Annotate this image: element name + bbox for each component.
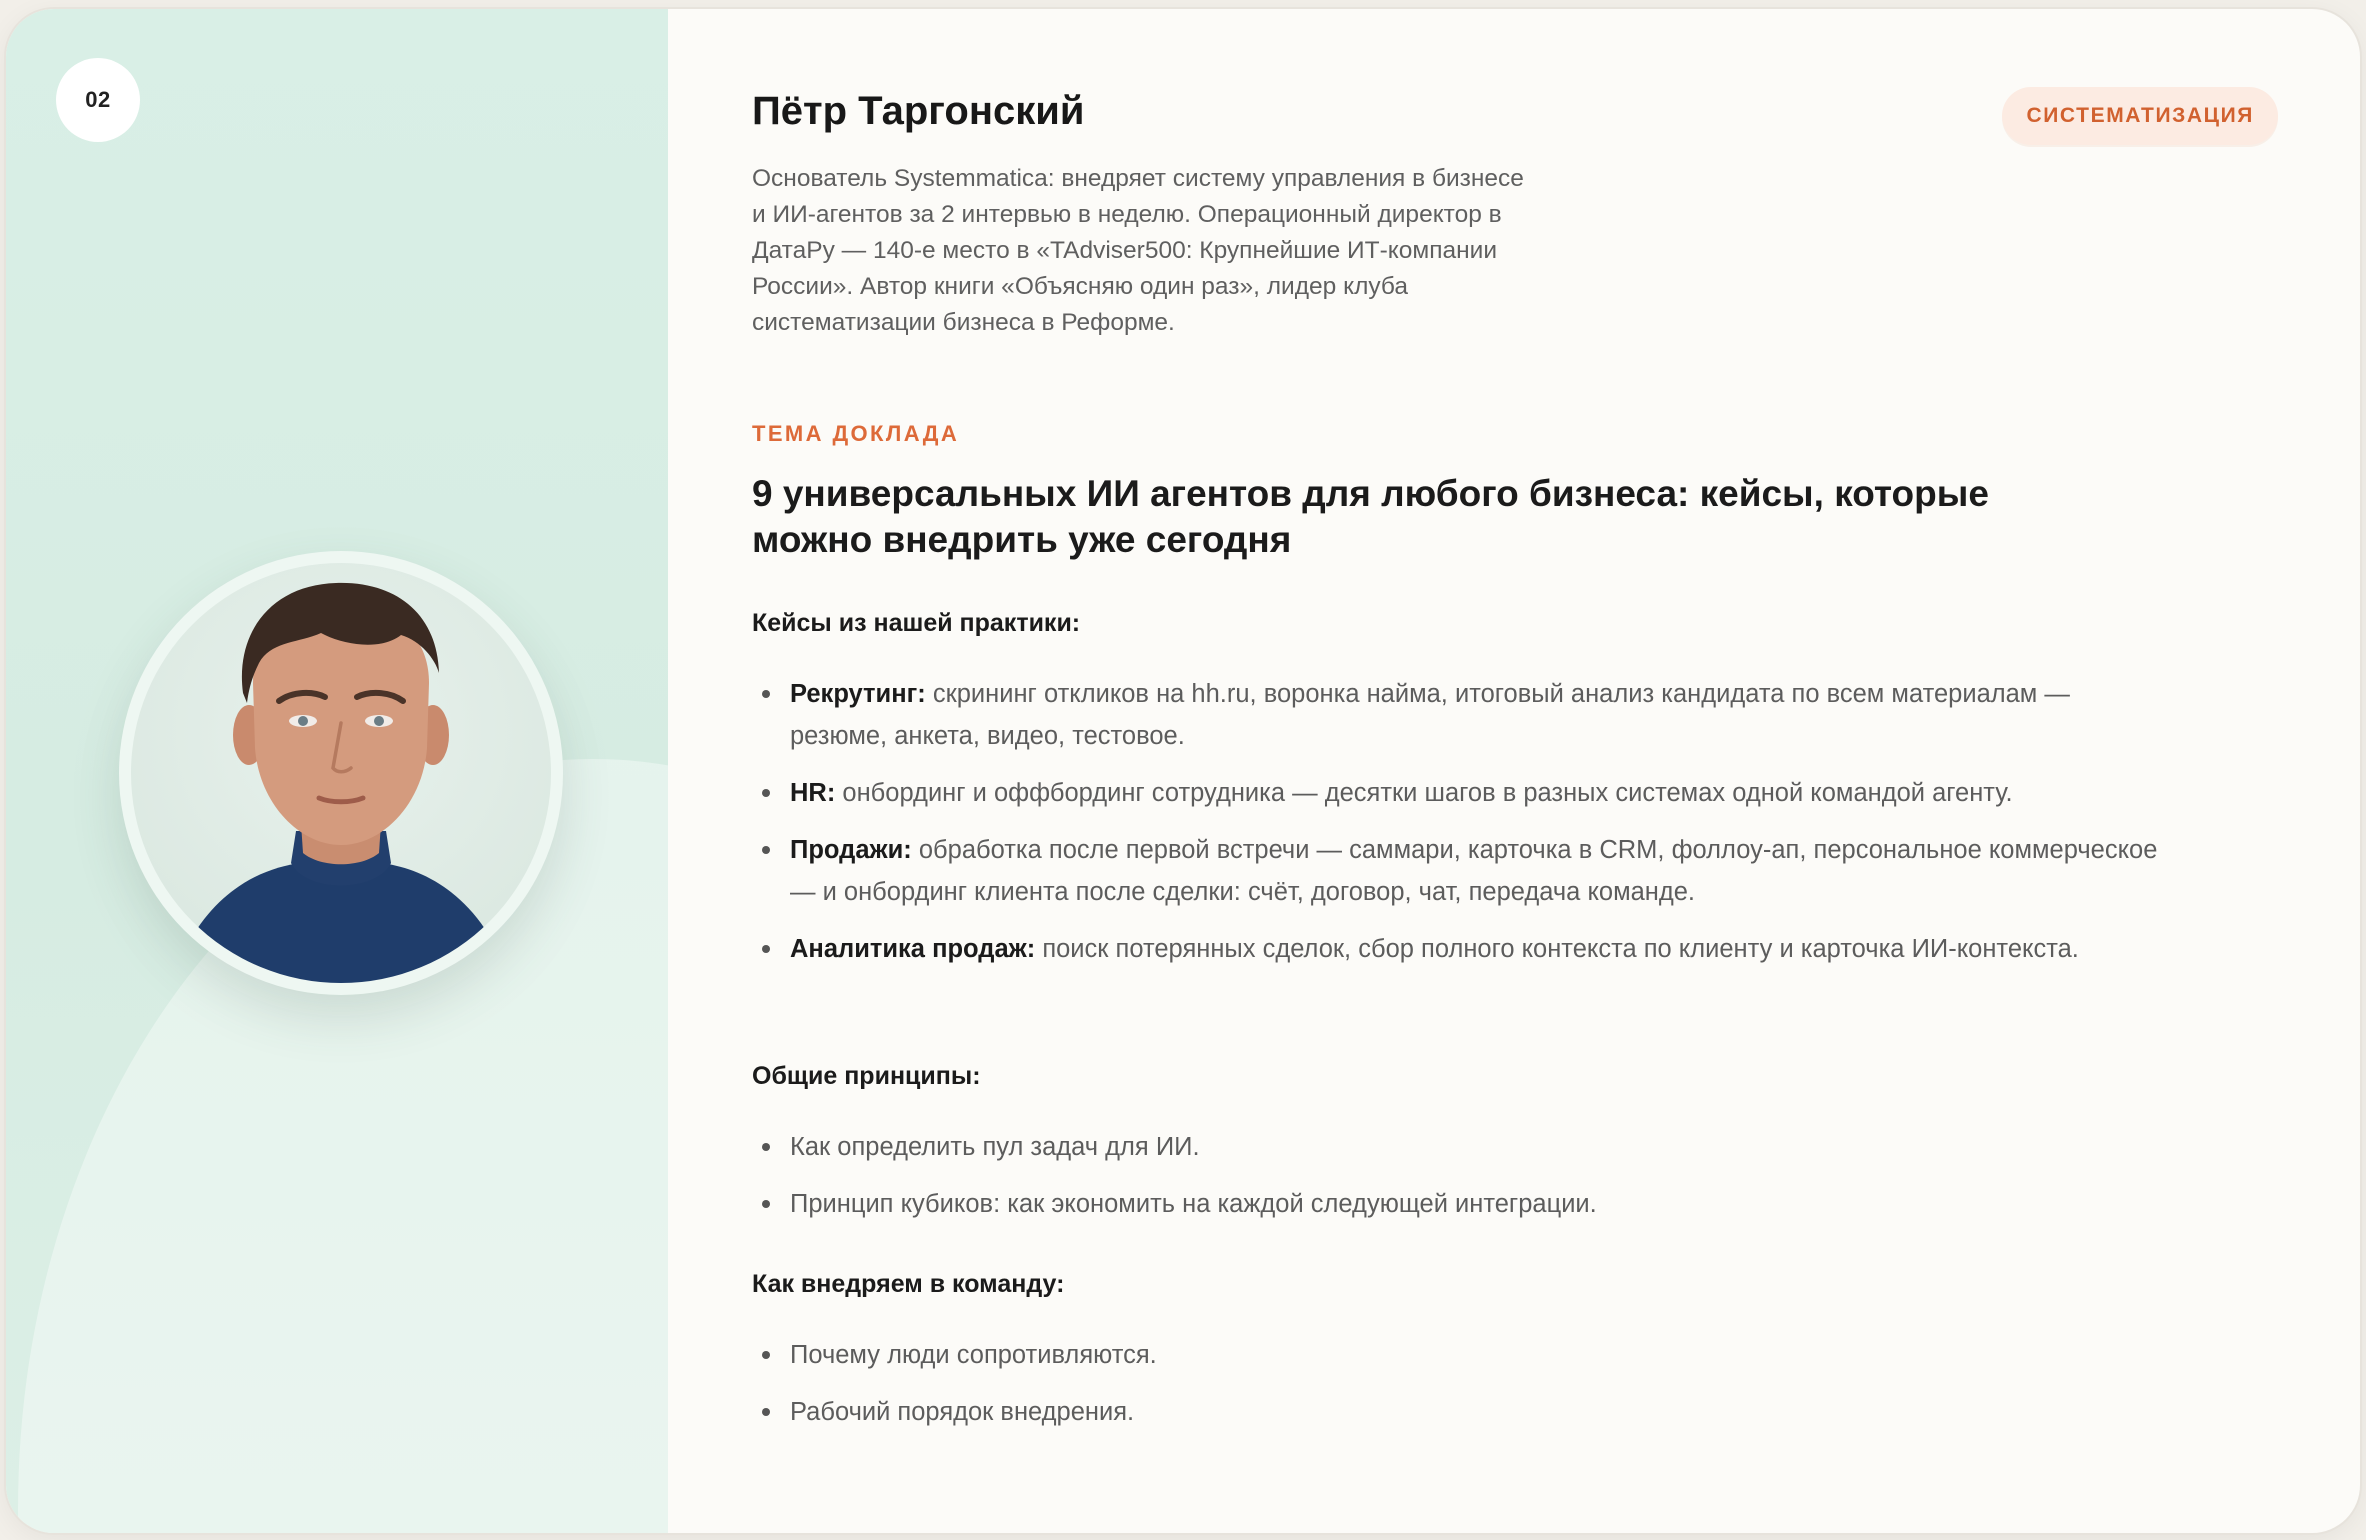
speaker-card [6, 9, 2360, 1533]
list-item-text: Принцип кубиков: как экономить на каждой следующей интеграции. [790, 1190, 1597, 1218]
list-item-text: Как определить пул задач для ИИ. [790, 1133, 1200, 1161]
topic-label: ТЕМА ДОКЛАДА [752, 421, 960, 446]
list-item-term: HR: [790, 779, 836, 807]
list-item-term: Аналитика продаж: [790, 935, 1036, 963]
cases-list [752, 673, 2172, 970]
adoption-list [752, 1334, 2172, 1433]
slide-number-badge: 02 [56, 58, 140, 142]
principles-list [752, 1126, 2172, 1225]
section-title-adoption: Как внедряем в команду: [752, 1270, 1065, 1298]
talk-title: 9 универсальных ИИ агентов для любого бизнеса: кейсы, которые можно внедрить уже сегодня [752, 473, 1989, 560]
list-item [752, 1183, 2172, 1225]
list-item [752, 1391, 2172, 1433]
section-title-cases: Кейсы из нашей практики: [752, 609, 1081, 637]
photo-panel [6, 9, 668, 1533]
avatar-ring [119, 551, 563, 995]
speaker-bio: Основатель Systemmatica: внедряет систему управления в бизнесе и ИИ-агентов за 2 интервью в неделю. Операционный директор в ДатаРу — 140-е место в «TAdviser500: Крупнейшие ИТ-компании России». Автор книги «Объясняю один раз», лидер клуба систематизации бизнеса в Реформе. [752, 165, 1524, 336]
list-item [752, 928, 2172, 970]
list-item-text: Рабочий порядок внедрения. [790, 1398, 1135, 1426]
list-item-term: Продажи: [790, 836, 912, 864]
content-panel [752, 9, 2360, 1533]
list-item-text: онбординг и оффбординг сотрудника — десятки шагов в разных системах одной командой агенту. [835, 779, 2013, 807]
list-item [752, 1126, 2172, 1168]
speaker-portrait-illustration [131, 563, 551, 983]
list-item [752, 772, 2172, 814]
list-item-text: Почему люди сопротивляются. [790, 1341, 1157, 1369]
list-item-text: скрининг откликов на hh.ru, воронка найма, итоговый анализ кандидата по всем материалам — резюме, анкета, видео, тестовое. [790, 680, 2070, 750]
section-title-principles: Общие принципы: [752, 1062, 981, 1090]
speaker-avatar [131, 563, 551, 983]
category-tag: СИСТЕМАТИЗАЦИЯ [2002, 87, 2278, 145]
list-item-text: поиск потерянных сделок, сбор полного контекста по клиенту и карточка ИИ-контекста. [1035, 935, 2079, 963]
list-item [752, 829, 2172, 913]
list-item [752, 1334, 2172, 1376]
speaker-name: Пётр Таргонский [752, 89, 1085, 133]
list-item-term: Рекрутинг: [790, 680, 926, 708]
list-item-text: обработка после первой встречи — саммари, карточка в CRM, фоллоу-ап, персональное коммерческое — и онбординг клиента после сделки: счёт, договор, чат, передача команде. [790, 836, 2158, 906]
list-item [752, 673, 2172, 757]
